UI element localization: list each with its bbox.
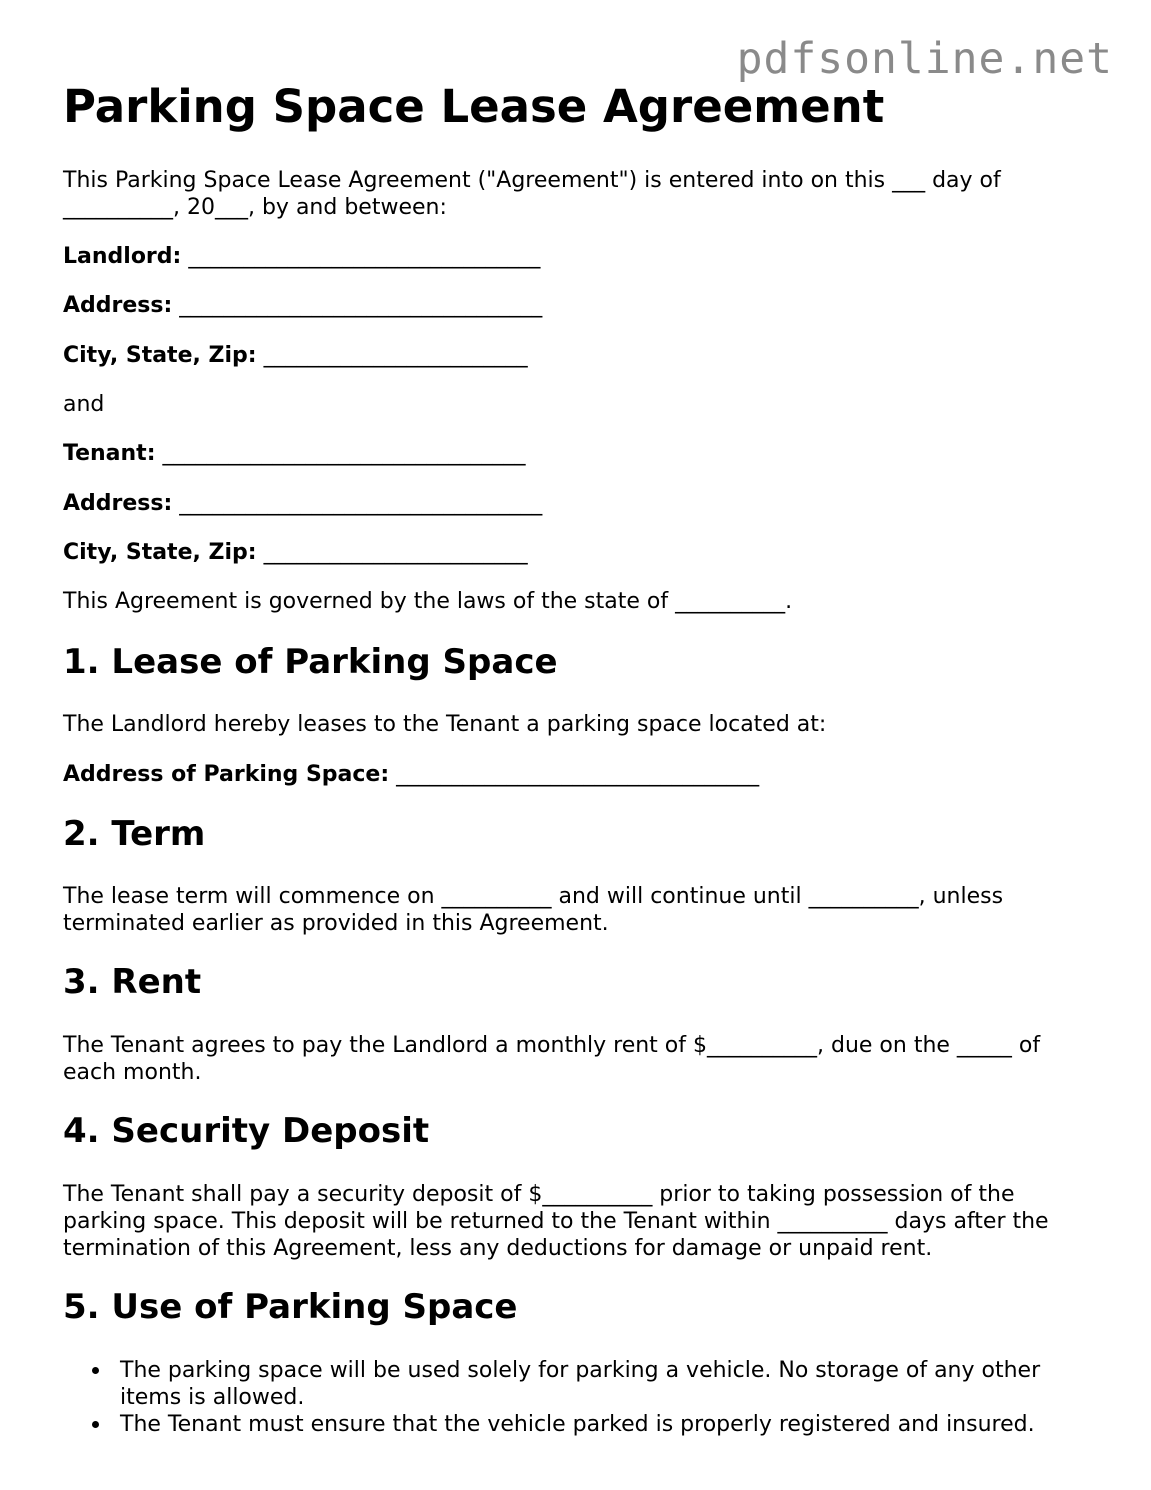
bullet-icon <box>92 1367 99 1374</box>
section-1-heading: 1. Lease of Parking Space <box>63 642 558 682</box>
landlord-address-field <box>63 292 542 319</box>
section-2-heading: 2. Term <box>63 814 206 854</box>
watermark: pdfsonline.net <box>736 34 1113 84</box>
tenant-csz-label: City, State, Zip: <box>63 540 257 565</box>
section-3-text: The Tenant agrees to pay the Landlord a monthly rent of $__________, due on the _____ of each month. <box>63 1033 1041 1085</box>
landlord-name-field <box>63 243 540 270</box>
landlord-address-label: Address: <box>63 293 173 318</box>
section-2-text: The lease term will commence on __________ and will continue until __________, unless terminated earlier as provided in this Agreement. <box>63 884 1004 936</box>
document-title: Parking Space Lease Agreement <box>63 80 885 133</box>
tenant-address-label: Address: <box>63 491 173 516</box>
list-item-text: The parking space will be used solely for parking a vehicle. No storage of any other items is allowed. <box>120 1358 1041 1410</box>
landlord-csz-label: City, State, Zip: <box>63 343 257 368</box>
list-item <box>63 1357 1083 1411</box>
and-text: and <box>63 392 105 417</box>
tenant-csz-blank[interactable]: ________________________ <box>263 540 528 565</box>
bullet-icon <box>92 1421 99 1428</box>
list-item-text: The Tenant must ensure that the vehicle parked is properly registered and insured. <box>120 1412 1035 1437</box>
parking-address-field <box>63 761 759 788</box>
section-5-heading: 5. Use of Parking Space <box>63 1287 518 1327</box>
section-1-text: The Landlord hereby leases to the Tenant a parking space located at: <box>63 712 827 737</box>
section-4-text: The Tenant shall pay a security deposit of $__________ prior to taking possession of the parking space. This deposit will be returned to the Tenant within __________ days after the termination of this Agreement, less any deductions for damage or unpaid rent. <box>63 1182 1049 1261</box>
landlord-csz-field <box>63 342 528 369</box>
tenant-address-field <box>63 490 542 517</box>
tenant-name-label: Tenant: <box>63 441 156 466</box>
list-item <box>63 1411 1083 1438</box>
landlord-csz-blank[interactable]: ________________________ <box>263 343 528 368</box>
section-4-heading: 4. Security Deposit <box>63 1111 430 1151</box>
tenant-address-blank[interactable]: _________________________________ <box>179 491 543 516</box>
tenant-csz-field <box>63 539 528 566</box>
section-3-heading: 3. Rent <box>63 962 202 1002</box>
parking-address-label: Address of Parking Space: <box>63 762 390 787</box>
landlord-name-label: Landlord: <box>63 244 182 269</box>
intro-paragraph: This Parking Space Lease Agreement ("Agreement") is entered into on this ___ day of __________, 20___, by and between: <box>63 168 1001 220</box>
tenant-name-blank[interactable]: _________________________________ <box>162 441 526 466</box>
landlord-name-blank[interactable]: ________________________________ <box>188 244 541 269</box>
governing-law-text: This Agreement is governed by the laws of the state of __________. <box>63 589 793 614</box>
landlord-address-blank[interactable]: _________________________________ <box>179 293 543 318</box>
parking-address-blank[interactable]: _________________________________ <box>396 762 760 787</box>
tenant-name-field <box>63 440 526 467</box>
use-rules-list <box>63 1357 1083 1438</box>
